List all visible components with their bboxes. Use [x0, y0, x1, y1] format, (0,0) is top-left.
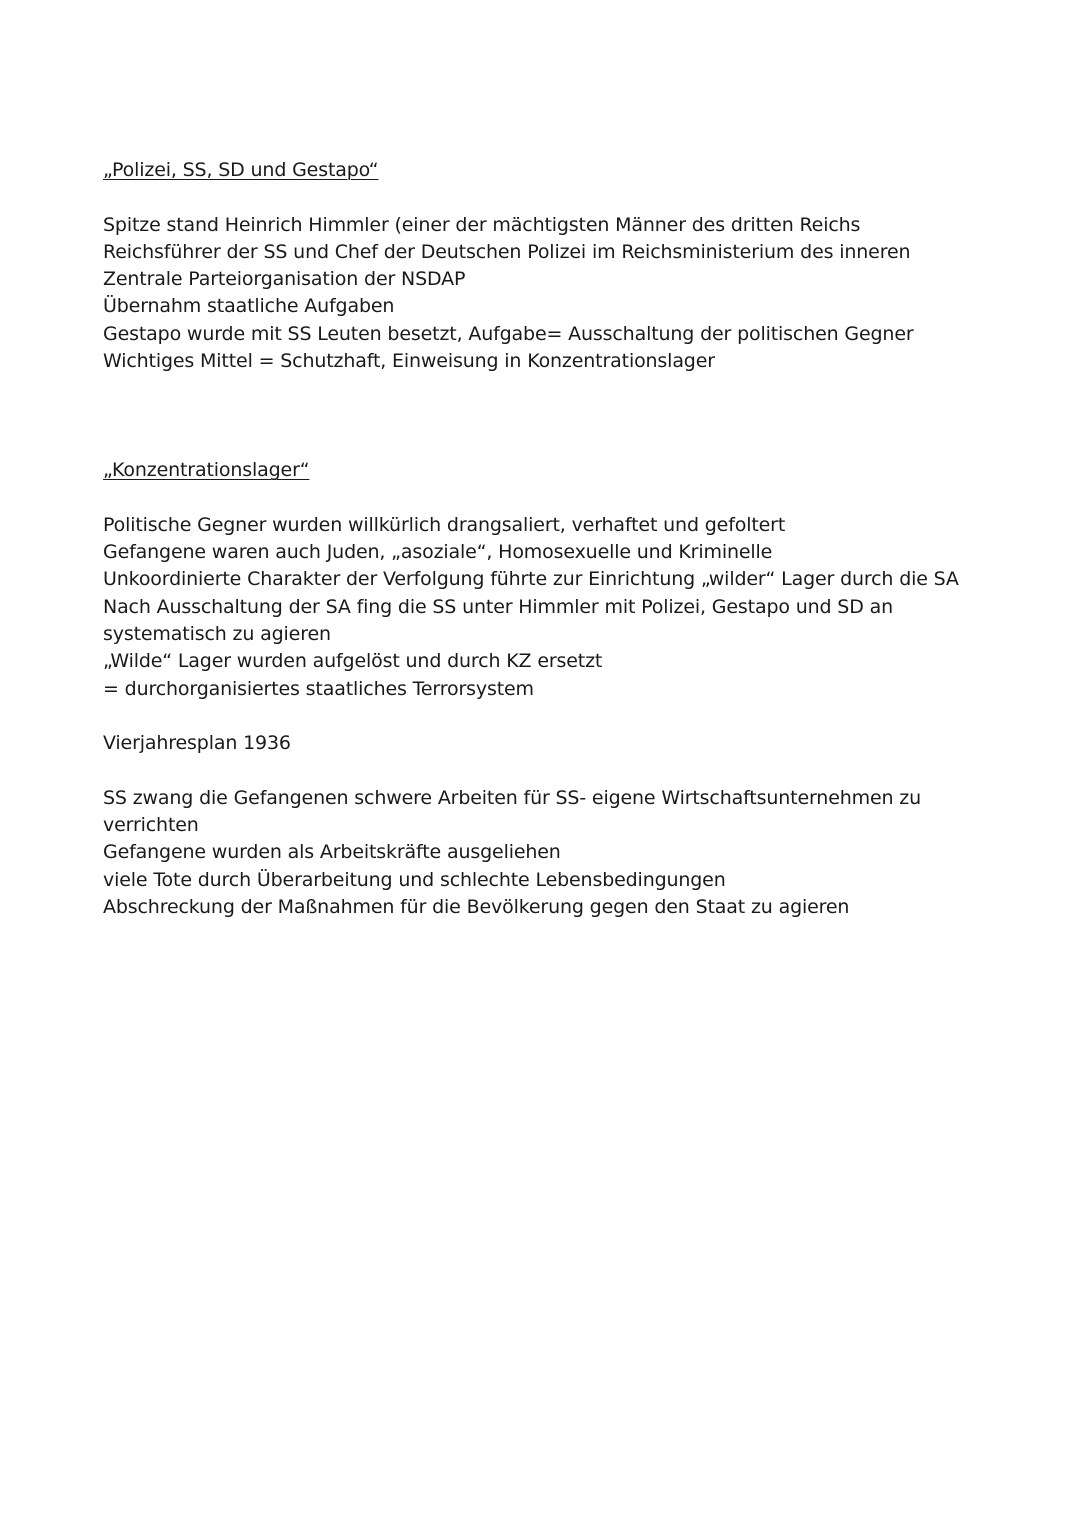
- spacer: [103, 184, 963, 211]
- text-line: viele Tote durch Überarbeitung und schlechte Lebensbedingungen: [103, 868, 726, 891]
- text-line: systematisch zu agieren: [103, 623, 331, 646]
- text-line: verrichten: [103, 814, 199, 837]
- text-line: SS zwang die Gefangenen schwere Arbeiten für SS- eigene Wirtschaftsunternehmen zu: [103, 786, 922, 809]
- section-heading-konzentrationslager: „Konzentrationslager“: [103, 459, 310, 482]
- text-line: Nach Ausschaltung der SA fing die SS unter Himmler mit Polizei, Gestapo und SD an: [103, 595, 893, 618]
- text-line: Gestapo wurde mit SS Leuten besetzt, Aufgabe= Ausschaltung der politischen Gegner: [103, 322, 914, 345]
- text-line: Übernahm staatliche Aufgaben: [103, 295, 395, 318]
- text-line: Unkoordinierte Charakter der Verfolgung führte zur Einrichtung „wilder“ Lager durch die SA: [103, 568, 959, 591]
- text-line: Reichsführer der SS und Chef der Deutschen Polizei im Reichsministerium des inneren: [103, 240, 911, 263]
- section-heading-polizei: „Polizei, SS, SD und Gestapo“: [103, 159, 379, 181]
- text-line: Gefangene waren auch Juden, „asoziale“, Homosexuelle und Kriminelle: [103, 541, 773, 564]
- text-line: Abschreckung der Maßnahmen für die Bevölkerung gegen den Staat zu agieren: [103, 896, 850, 919]
- text-line: Gefangene wurden als Arbeitskräfte ausgeliehen: [103, 841, 561, 864]
- text-line: Politische Gegner wurden willkürlich drangsaliert, verhaftet und gefoltert: [103, 513, 786, 536]
- text-line: Wichtiges Mittel = Schutzhaft, Einweisung in Konzentrationslager: [103, 350, 715, 373]
- section-body-vierjahresplan: [103, 785, 963, 921]
- text-line: Zentrale Parteiorganisation der NSDAP: [103, 268, 466, 291]
- spacer: [103, 375, 963, 457]
- spacer: [103, 703, 963, 730]
- spacer: [103, 485, 963, 512]
- section-body-polizei: [103, 212, 963, 376]
- text-line: = durchorganisiertes staatliches Terrorsystem: [103, 677, 534, 700]
- text-line: Spitze stand Heinrich Himmler (einer der mächtigsten Männer des dritten Reichs: [103, 213, 861, 236]
- spacer: [103, 758, 963, 785]
- section-heading-vierjahresplan: Vierjahresplan 1936: [103, 732, 291, 755]
- section-body-konzentrationslager: [103, 512, 963, 703]
- text-line: „Wilde“ Lager wurden aufgelöst und durch KZ ersetzt: [103, 650, 603, 673]
- document-page: [103, 157, 963, 921]
